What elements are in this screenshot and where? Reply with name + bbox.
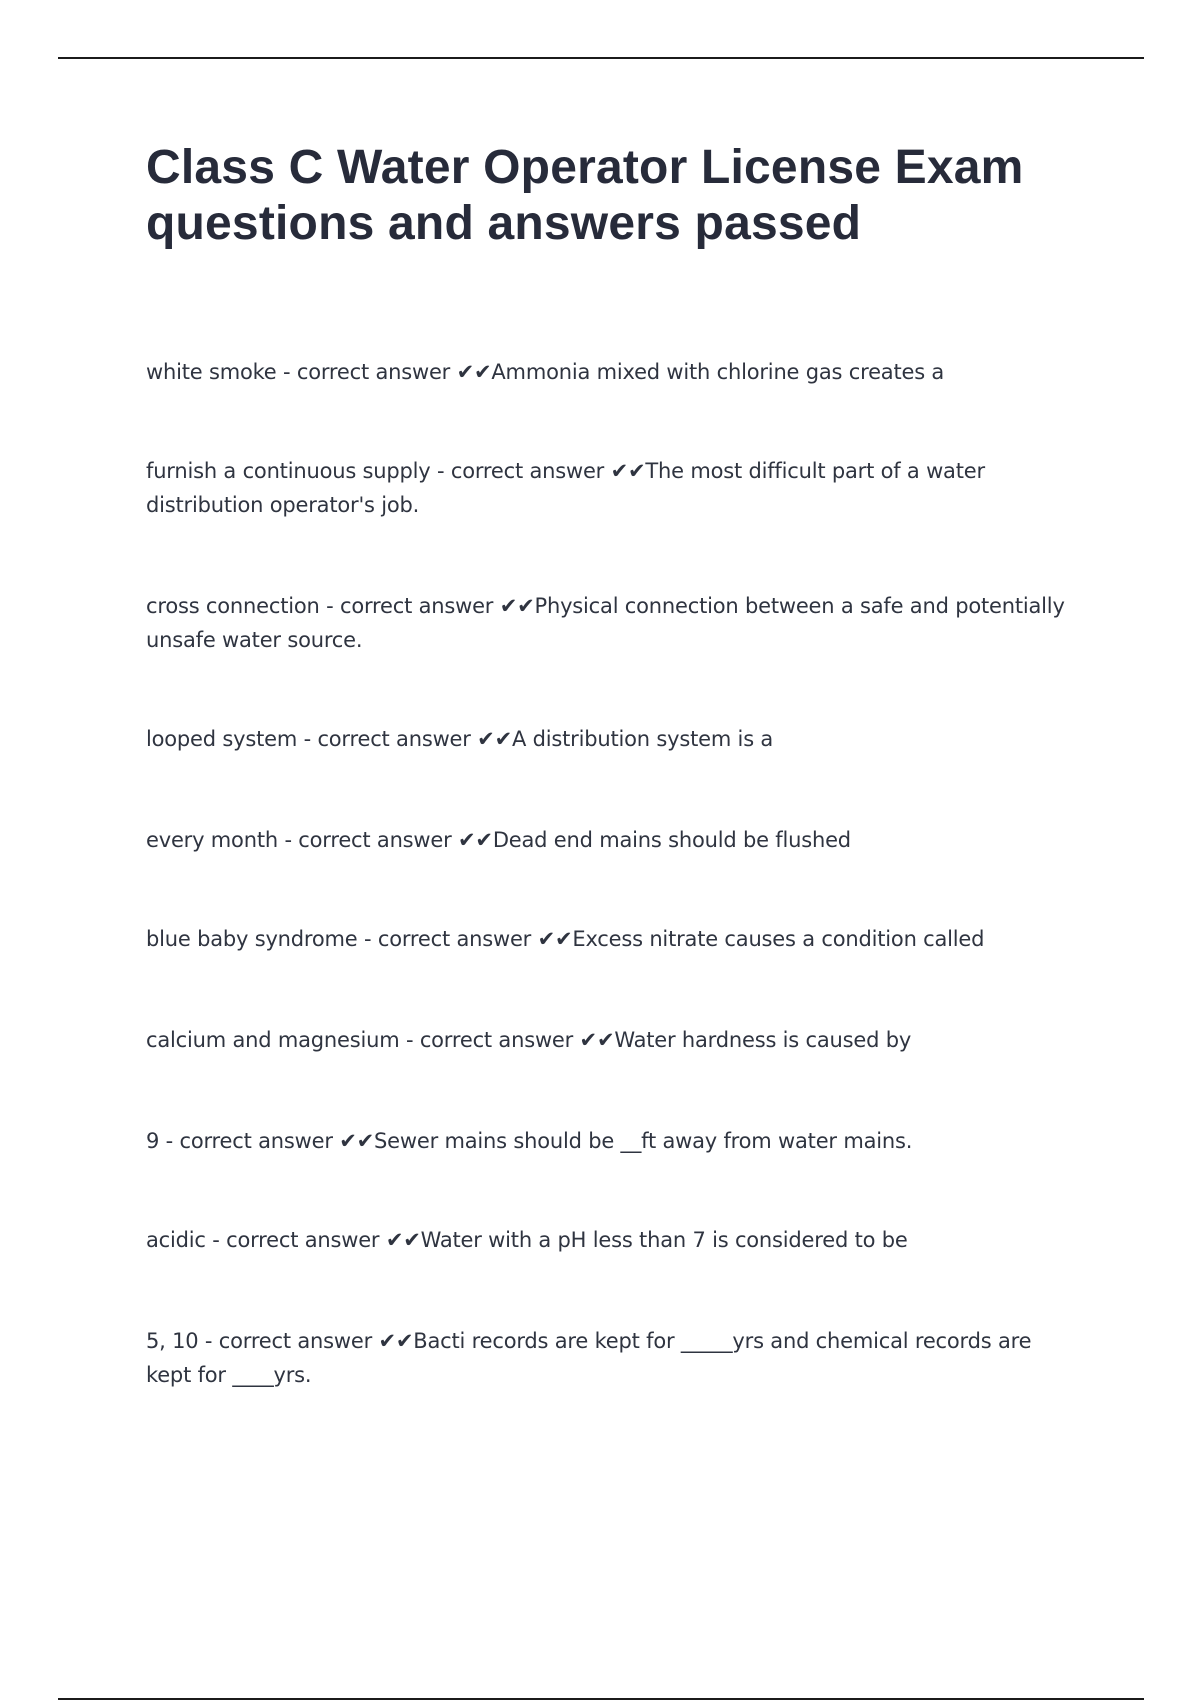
qa-item (146, 589, 1076, 657)
qa-answer: looped system (146, 727, 298, 751)
qa-separator: - correct answer (198, 1329, 379, 1353)
qa-question: The most difficult part of a water distribution operator's job. (146, 459, 985, 517)
qa-question: Dead end mains should be flushed (492, 828, 851, 852)
qa-item (146, 1124, 1076, 1158)
qa-question: Water with a pH less than 7 is considered to be (420, 1228, 908, 1252)
qa-question: A distribution system is a (511, 727, 774, 751)
qa-answer: every month (146, 828, 278, 852)
qa-question: Ammonia mixed with chlorine gas creates a (491, 360, 945, 384)
double-check-icon: ✔✔ (537, 927, 573, 951)
qa-item (146, 454, 1076, 522)
double-check-icon: ✔✔ (477, 727, 512, 751)
document-title (146, 140, 1076, 252)
qa-item (146, 355, 1076, 389)
qa-separator: - correct answer (205, 1228, 386, 1252)
qa-answer: 5, 10 (146, 1329, 199, 1353)
qa-item (146, 1324, 1076, 1392)
document-body (146, 140, 1076, 252)
qa-answer: acidic (146, 1228, 206, 1252)
title-line-2: questions and answers passed (146, 197, 862, 250)
double-check-icon: ✔✔ (579, 1028, 615, 1052)
qa-separator: - correct answer (277, 828, 459, 852)
qa-separator: - correct answer (297, 727, 478, 751)
qa-separator: - correct answer (159, 1129, 340, 1153)
qa-answer: blue baby syndrome (146, 927, 358, 951)
qa-answer: white smoke (146, 360, 277, 384)
double-check-icon: ✔✔ (339, 1129, 375, 1153)
title-line-1: Class C Water Operator License Exam (146, 141, 1024, 194)
qa-separator: - correct answer (399, 1028, 580, 1052)
qa-question: Excess nitrate causes a condition called (572, 927, 985, 951)
double-check-icon: ✔✔ (378, 1329, 414, 1353)
qa-item (146, 722, 1076, 756)
qa-separator: - correct answer (276, 360, 457, 384)
qa-answer: calcium and magnesium (146, 1028, 400, 1052)
qa-answer: 9 (146, 1129, 160, 1153)
qa-answer: furnish a continuous supply (146, 459, 431, 483)
double-check-icon: ✔✔ (610, 459, 646, 483)
double-check-icon: ✔✔ (456, 360, 492, 384)
qa-item (146, 1223, 1076, 1257)
double-check-icon: ✔✔ (458, 828, 493, 852)
double-check-icon: ✔✔ (499, 594, 535, 618)
qa-item (146, 922, 1076, 956)
qa-separator: - correct answer (357, 927, 538, 951)
qa-question: Bacti records are kept for _____yrs and chemical records are kept for ____yrs. (146, 1329, 1032, 1387)
qa-answer: cross connection (146, 594, 320, 618)
qa-question: Sewer mains should be __ft away from water mains. (374, 1129, 913, 1153)
qa-item (146, 1023, 1076, 1057)
qa-separator: - correct answer (319, 594, 500, 618)
top-rule (58, 57, 1144, 59)
qa-question: Water hardness is caused by (614, 1028, 912, 1052)
qa-separator: - correct answer (430, 459, 611, 483)
qa-question: Physical connection between a safe and potentially unsafe water source. (146, 594, 1065, 652)
qa-item (146, 823, 1076, 857)
double-check-icon: ✔✔ (385, 1228, 421, 1252)
